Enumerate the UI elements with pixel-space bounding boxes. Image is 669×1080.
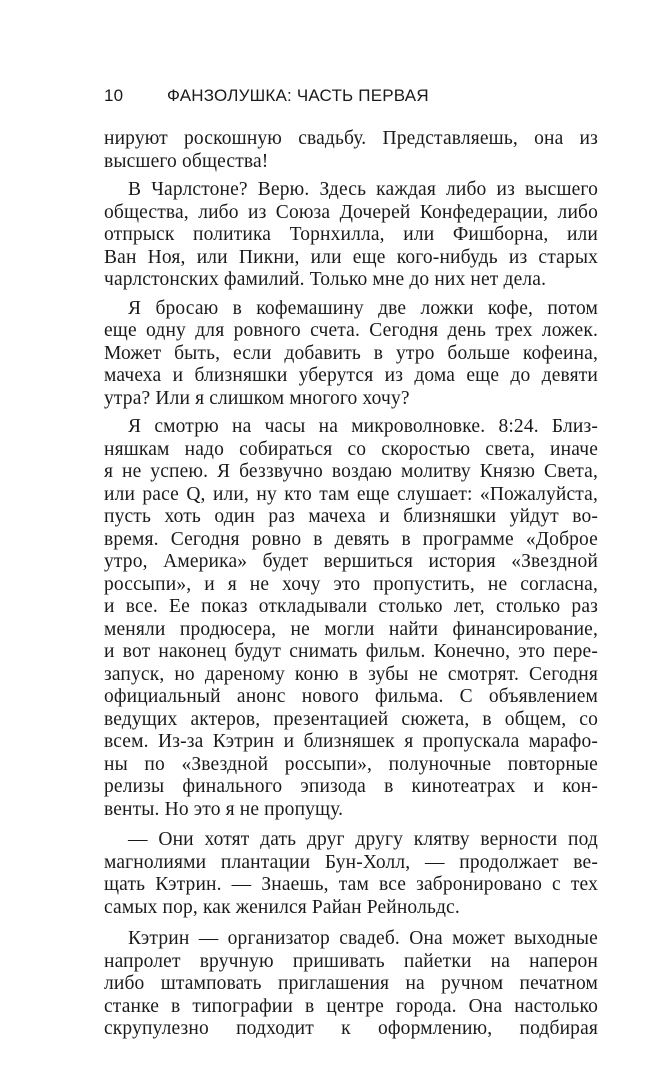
text-line: — Они хотят дать друг другу клятву верности под <box>128 829 598 850</box>
text-line: станке в типографии в центре города. Она настолько <box>104 995 598 1017</box>
text-line: высшего общества! <box>104 150 269 172</box>
text-line: отпрыск политика Торнхилла, или Фишборна, или <box>104 224 598 245</box>
text-line: ведущих актеров, презентацией сюжета, в общем, со <box>104 708 598 730</box>
text-line: няшкам надо собираться со скоростью света, иначе <box>104 438 598 460</box>
text-line: Кэтрин — организатор свадеб. Она может выходные <box>128 928 598 949</box>
text-line: россыпи», и я не хочу это пропустить, не согласна, <box>104 573 598 595</box>
paragraph <box>104 179 598 292</box>
text-line: В Чарлстоне? Верю. Здесь каждая либо из высшего <box>128 179 598 200</box>
text-line: официальный анонс нового фильма. С объявлением <box>104 686 598 707</box>
paragraph <box>104 829 598 919</box>
text-line: общества, либо из Союза Дочерей Конфедерации, либо <box>104 201 598 223</box>
running-head <box>104 86 594 106</box>
text-line: и все. Ее показ откладывали столько лет, столько раз <box>104 596 598 617</box>
text-line: скрупулезно подходит к оформлению, подбирая <box>104 1018 598 1039</box>
paragraph <box>104 128 598 173</box>
text-line: всем. Из-за Кэтрин и близняшек я пропускала марафо- <box>104 731 598 752</box>
text-line: меняли продюсера, не могли найти финансирование, <box>104 618 598 640</box>
paragraph <box>104 416 598 821</box>
text-line: я не успею. Я беззвучно воздаю молитву Князю Света, <box>104 461 598 482</box>
text-line: Может быть, если добавить в утро больше кофеина, <box>104 342 598 364</box>
text-line: самых пор, как женился Райан Рейнольдс. <box>104 896 460 918</box>
book-title: ФАНЗОЛУШКА: ЧАСТЬ ПЕРВАЯ <box>166 86 429 105</box>
text-line: Ван Ноя, или Пикни, или еще кого-нибудь из старых <box>104 246 598 268</box>
text-line: запуск, но дареному коню в зубы не смотрят. Сегодня <box>104 663 598 685</box>
text-line: щать Кэтрин. — Знаешь, там все забронировано с тех <box>104 874 598 895</box>
page-number: 10 <box>104 86 124 105</box>
text-line: релизы финального эпизода в кинотеатрах и кон- <box>104 776 598 797</box>
text-line: напролет вручную пришивать пайетки на наперон <box>104 950 598 972</box>
paragraph <box>104 928 598 1041</box>
text-line: пусть хоть один раз мачеха и близняшки уйдут во- <box>104 506 598 527</box>
text-line: чарлстонских фамилий. Только мне до них нет дела. <box>104 269 547 290</box>
text-line: или расе Q, или, ну кто там еще слушает: «Пожалуйста, <box>104 483 598 505</box>
text-line: ны по «Звездной россыпи», полуночные повторные <box>104 753 598 775</box>
body-text <box>104 128 598 1041</box>
text-line: Я смотрю на часы на микроволновке. 8:24. Близ- <box>128 416 598 437</box>
text-line: венты. Но это я не пропущу. <box>104 798 344 820</box>
text-line: магнолиями плантации Бун-Холл, — продолжает ве- <box>104 851 598 873</box>
text-line: утра? Или я слишком многого хочу? <box>104 387 410 409</box>
text-line: еще одну для ровного счета. Сегодня день трех ложек. <box>104 320 598 341</box>
text-line: либо штамповать приглашения на ручном печатном <box>104 973 598 994</box>
paragraph <box>104 298 598 411</box>
text-line: Я бросаю в кофемашину две ложки кофе, потом <box>128 297 598 319</box>
text-line: утро, Америка» будет вершиться история «Звездной <box>104 551 598 572</box>
text-line: мачеха и близняшки уберутся из дома еще до девяти <box>104 365 598 386</box>
text-line: и вот наконец будут снимать фильм. Конечно, это пере- <box>104 641 598 662</box>
text-line: нируют роскошную свадьбу. Представляешь, она из <box>104 128 598 149</box>
text-line: время. Сегодня ровно в девять в программе «Доброе <box>104 528 598 550</box>
